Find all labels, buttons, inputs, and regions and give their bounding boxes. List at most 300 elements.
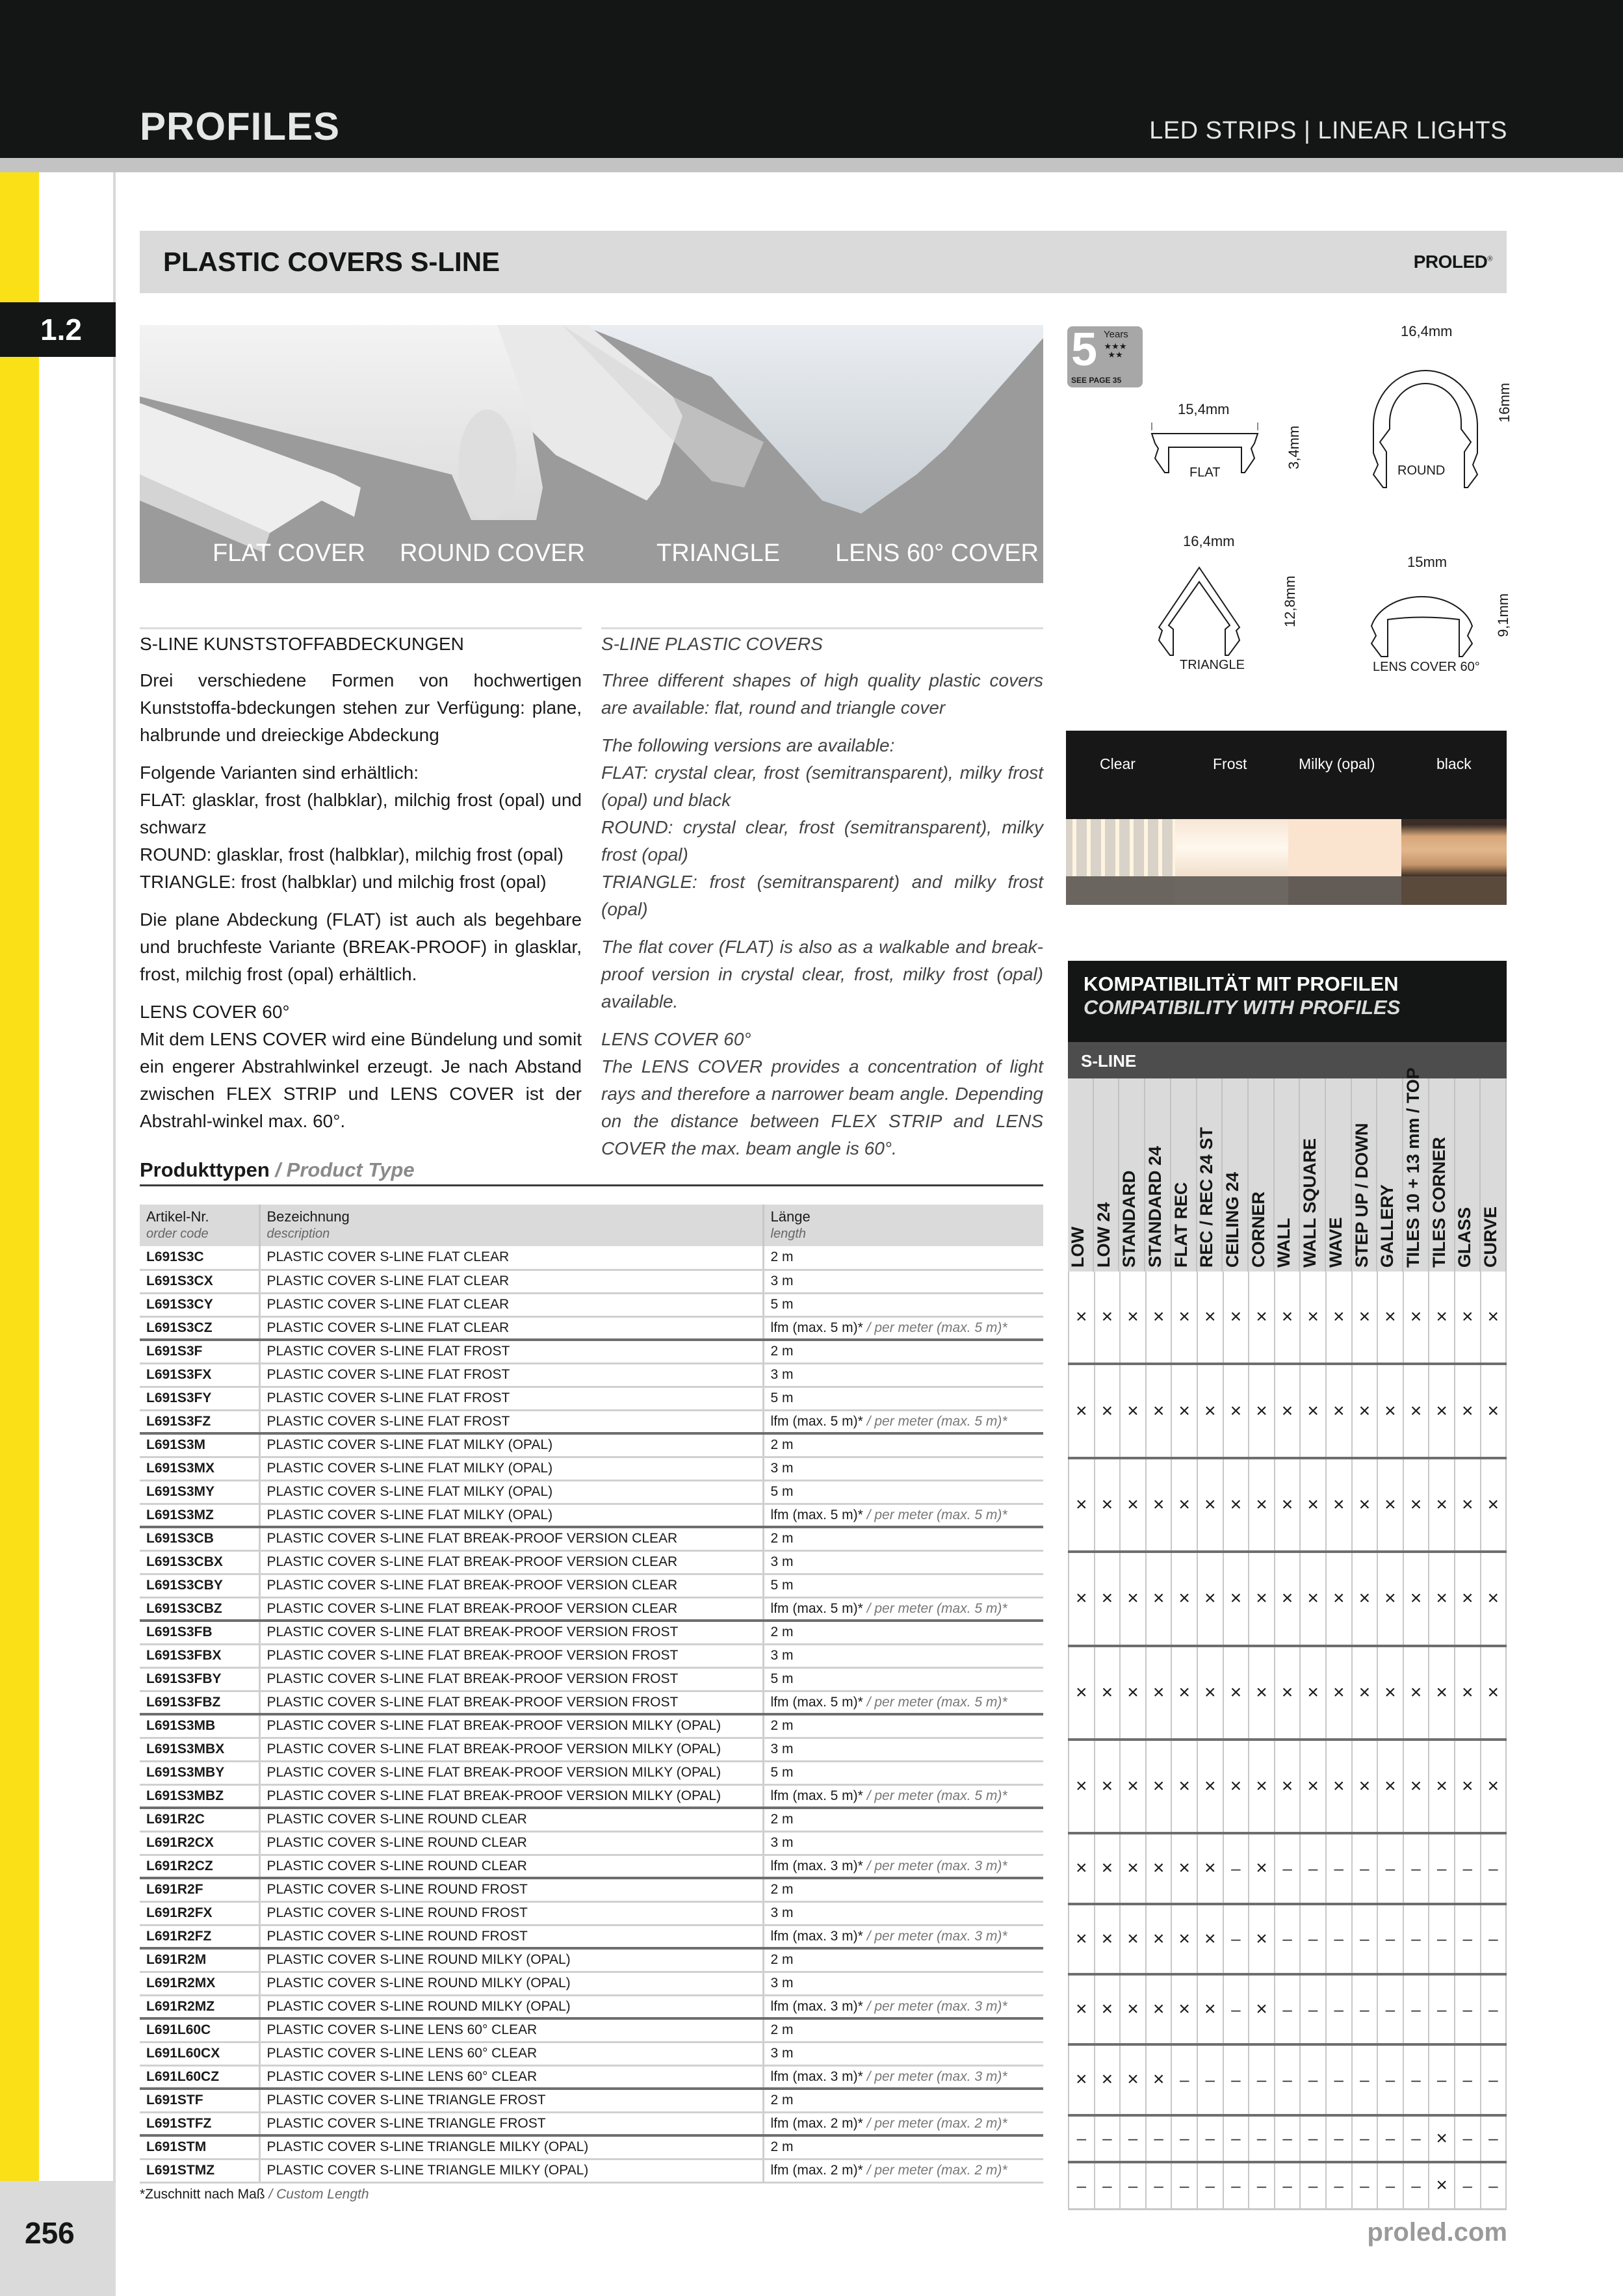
order-code: L691S3CX bbox=[140, 1270, 259, 1293]
compat-group-row bbox=[1068, 2046, 1507, 2116]
table-row bbox=[140, 2112, 1043, 2135]
reflection bbox=[1175, 876, 1288, 905]
german-variants-triangle: TRIANGLE: frost (halbklar) und milchig frost (opal) bbox=[140, 872, 547, 892]
description: PLASTIC COVER S-LINE FLAT BREAK-PROOF VERSION MILKY (OPAL) bbox=[259, 1784, 763, 1808]
compat-column-label: TILES 10 + 13 mm / TOP bbox=[1403, 1067, 1423, 1268]
compat-column-header bbox=[1429, 1078, 1455, 1272]
order-code: L691S3C bbox=[140, 1246, 259, 1270]
compatible-mark-icon: × bbox=[1095, 1976, 1121, 2043]
compatible-mark-icon: × bbox=[1121, 1905, 1147, 1973]
table-row bbox=[140, 1340, 1043, 1363]
section-header bbox=[140, 231, 1507, 293]
not-compatible-dash-icon: – bbox=[1249, 2046, 1275, 2113]
table-row bbox=[140, 1410, 1043, 1433]
english-intro: Three different shapes of high quality plastic covers are available: flat, round and triangle cover bbox=[601, 670, 1043, 718]
not-compatible-dash-icon: – bbox=[1455, 2117, 1481, 2161]
compat-column-label: GALLERY bbox=[1377, 1184, 1397, 1268]
order-code: L691R2C bbox=[140, 1808, 259, 1831]
milky-sample bbox=[1288, 819, 1401, 876]
description-german bbox=[140, 627, 582, 1135]
length-de: 5 m bbox=[770, 1484, 794, 1499]
not-compatible-dash-icon: – bbox=[1455, 1834, 1481, 1902]
lens-width-dim: 15mm bbox=[1407, 554, 1448, 570]
length-de: 3 m bbox=[770, 1367, 794, 1382]
length-en: / per meter (max. 2 m)* bbox=[863, 2115, 1007, 2131]
not-compatible-dash-icon: – bbox=[1068, 2117, 1095, 2161]
compatible-mark-icon: × bbox=[1249, 1647, 1275, 1738]
not-compatible-dash-icon: – bbox=[1198, 2117, 1224, 2161]
compatible-mark-icon: × bbox=[1147, 1834, 1173, 1902]
compatible-mark-icon: × bbox=[1172, 1459, 1198, 1550]
description: PLASTIC COVER S-LINE TRIANGLE MILKY (OPAL) bbox=[259, 2159, 763, 2182]
product-table bbox=[140, 1205, 1043, 2184]
description: PLASTIC COVER S-LINE FLAT FROST bbox=[259, 1340, 763, 1363]
compat-group-row bbox=[1068, 1834, 1507, 1905]
order-code: L691S3FY bbox=[140, 1387, 259, 1410]
compatible-mark-icon: × bbox=[1068, 1365, 1095, 1456]
variant-label-clear: Clear bbox=[1100, 755, 1136, 772]
not-compatible-dash-icon: – bbox=[1224, 2163, 1250, 2208]
table-row bbox=[140, 1901, 1043, 1925]
compatibility-table bbox=[1068, 961, 1507, 2210]
description-english bbox=[601, 627, 1043, 1162]
length bbox=[763, 1808, 1043, 1831]
header-en: length bbox=[770, 1227, 806, 1241]
length bbox=[763, 1621, 1043, 1644]
length bbox=[763, 1925, 1043, 1948]
top-banner bbox=[0, 0, 1623, 158]
length bbox=[763, 1738, 1043, 1761]
length bbox=[763, 1667, 1043, 1691]
order-code: L691STM bbox=[140, 2135, 259, 2159]
description: PLASTIC COVER S-LINE FLAT BREAK-PROOF VERSION FROST bbox=[259, 1621, 763, 1644]
order-code: L691L60C bbox=[140, 2018, 259, 2042]
product-photo bbox=[140, 325, 1043, 583]
color-variants-photo bbox=[1066, 731, 1507, 905]
length-de: lfm (max. 3 m)* bbox=[770, 1998, 863, 2014]
compatible-mark-icon: × bbox=[1068, 1976, 1095, 2043]
description: PLASTIC COVER S-LINE ROUND FROST bbox=[259, 1925, 763, 1948]
compatible-mark-icon: × bbox=[1095, 1365, 1121, 1456]
length bbox=[763, 1644, 1043, 1667]
length bbox=[763, 1550, 1043, 1574]
variant-label-milky: Milky (opal) bbox=[1299, 755, 1375, 772]
compat-column-label: CURVE bbox=[1481, 1206, 1501, 1268]
length-de: 3 m bbox=[770, 1461, 794, 1476]
description: PLASTIC COVER S-LINE FLAT FROST bbox=[259, 1387, 763, 1410]
order-code: L691S3CBY bbox=[140, 1574, 259, 1597]
table-row bbox=[140, 1831, 1043, 1855]
compatible-mark-icon: × bbox=[1429, 2117, 1455, 2161]
german-breakproof: Die plane Abdeckung (FLAT) ist auch als begehbare und bruchfeste Variante (BREAK-PROOF) in glasklar, frost, milchig frost (opal) erhältlich. bbox=[140, 909, 582, 984]
english-heading: S-LINE PLASTIC COVERS bbox=[601, 634, 823, 654]
not-compatible-dash-icon: – bbox=[1455, 2046, 1481, 2113]
product-type-de: Produkttypen bbox=[140, 1158, 270, 1181]
compatible-mark-icon: × bbox=[1198, 1647, 1224, 1738]
not-compatible-dash-icon: – bbox=[1147, 2117, 1173, 2161]
reflection bbox=[1066, 876, 1175, 905]
order-code: L691STF bbox=[140, 2089, 259, 2112]
compatible-mark-icon: × bbox=[1147, 1976, 1173, 2043]
length bbox=[763, 1761, 1043, 1784]
compatible-mark-icon: × bbox=[1095, 1459, 1121, 1550]
not-compatible-dash-icon: – bbox=[1275, 2163, 1301, 2208]
footnote-de: *Zuschnitt nach Maß bbox=[140, 2187, 265, 2202]
not-compatible-dash-icon: – bbox=[1327, 2163, 1353, 2208]
length-de: lfm (max. 3 m)* bbox=[770, 2068, 863, 2084]
english-variants-triangle: TRIANGLE: frost (semitransparent) and milky frost (opal) bbox=[601, 872, 1043, 919]
compatible-mark-icon: × bbox=[1481, 1459, 1507, 1550]
table-row bbox=[140, 2042, 1043, 2065]
length-de: lfm (max. 2 m)* bbox=[770, 2115, 863, 2131]
order-code: L691S3FZ bbox=[140, 1410, 259, 1433]
compatible-mark-icon: × bbox=[1353, 1741, 1379, 1832]
compat-group-row bbox=[1068, 1272, 1507, 1365]
description: PLASTIC COVER S-LINE LENS 60° CLEAR bbox=[259, 2065, 763, 2089]
compatible-mark-icon: × bbox=[1198, 1741, 1224, 1832]
length-de: lfm (max. 5 m)* bbox=[770, 1600, 863, 1616]
description: PLASTIC COVER S-LINE FLAT CLEAR bbox=[259, 1246, 763, 1270]
not-compatible-dash-icon: – bbox=[1378, 2117, 1404, 2161]
not-compatible-dash-icon: – bbox=[1301, 2163, 1327, 2208]
table-row bbox=[140, 1948, 1043, 1972]
compat-column-header bbox=[1275, 1078, 1301, 1272]
compatible-mark-icon: × bbox=[1249, 1459, 1275, 1550]
compatible-mark-icon: × bbox=[1147, 2046, 1173, 2113]
not-compatible-dash-icon: – bbox=[1429, 1976, 1455, 2043]
description: PLASTIC COVER S-LINE ROUND CLEAR bbox=[259, 1831, 763, 1855]
compatible-mark-icon: × bbox=[1378, 1647, 1404, 1738]
compat-column-label: WALL bbox=[1274, 1218, 1294, 1268]
compatible-mark-icon: × bbox=[1198, 1272, 1224, 1363]
compatible-mark-icon: × bbox=[1429, 1741, 1455, 1832]
compatible-mark-icon: × bbox=[1147, 1647, 1173, 1738]
compatible-mark-icon: × bbox=[1481, 1365, 1507, 1456]
description: PLASTIC COVER S-LINE FLAT MILKY (OPAL) bbox=[259, 1457, 763, 1480]
table-row bbox=[140, 1550, 1043, 1574]
compatible-mark-icon: × bbox=[1404, 1365, 1430, 1456]
description: PLASTIC COVER S-LINE FLAT BREAK-PROOF VERSION FROST bbox=[259, 1691, 763, 1714]
not-compatible-dash-icon: – bbox=[1275, 1834, 1301, 1902]
order-code: L691R2F bbox=[140, 1878, 259, 1901]
compatible-mark-icon: × bbox=[1147, 1905, 1173, 1973]
compatibility-body bbox=[1068, 1272, 1507, 2210]
compatible-mark-icon: × bbox=[1095, 1647, 1121, 1738]
section-title: PLASTIC COVERS S-LINE bbox=[163, 246, 500, 277]
compatible-mark-icon: × bbox=[1121, 1647, 1147, 1738]
table-row bbox=[140, 1925, 1043, 1948]
description: PLASTIC COVER S-LINE FLAT BREAK-PROOF VERSION CLEAR bbox=[259, 1550, 763, 1574]
photo-label-round: ROUND COVER bbox=[400, 540, 586, 567]
page-title: PROFILES bbox=[140, 105, 341, 148]
compatible-mark-icon: × bbox=[1481, 1272, 1507, 1363]
length bbox=[763, 1293, 1043, 1316]
column-length bbox=[763, 1205, 1043, 1246]
order-code: L691S3FBZ bbox=[140, 1691, 259, 1714]
table-row bbox=[140, 1574, 1043, 1597]
compatible-mark-icon: × bbox=[1198, 1459, 1224, 1550]
compatible-mark-icon: × bbox=[1275, 1647, 1301, 1738]
length-de: 5 m bbox=[770, 1297, 794, 1312]
round-height-dim: 16mm bbox=[1496, 382, 1513, 423]
compatible-mark-icon: × bbox=[1224, 1647, 1250, 1738]
compatible-mark-icon: × bbox=[1301, 1647, 1327, 1738]
compatible-mark-icon: × bbox=[1121, 1272, 1147, 1363]
compatible-mark-icon: × bbox=[1455, 1272, 1481, 1363]
not-compatible-dash-icon: – bbox=[1068, 2163, 1095, 2208]
black-sample bbox=[1401, 819, 1507, 876]
order-code: L691S3F bbox=[140, 1340, 259, 1363]
not-compatible-dash-icon: – bbox=[1301, 1834, 1327, 1902]
compatibility-header bbox=[1068, 961, 1507, 1042]
not-compatible-dash-icon: – bbox=[1172, 2046, 1198, 2113]
compatible-mark-icon: × bbox=[1068, 1834, 1095, 1902]
description: PLASTIC COVER S-LINE FLAT FROST bbox=[259, 1410, 763, 1433]
order-code: L691S3MZ bbox=[140, 1504, 259, 1527]
not-compatible-dash-icon: – bbox=[1224, 1905, 1250, 1973]
footer-url[interactable]: proled.com bbox=[1367, 2218, 1507, 2247]
length bbox=[763, 2018, 1043, 2042]
order-code: L691S3CBX bbox=[140, 1550, 259, 1574]
length bbox=[763, 2065, 1043, 2089]
length bbox=[763, 1527, 1043, 1550]
not-compatible-dash-icon: – bbox=[1481, 2046, 1507, 2113]
length bbox=[763, 1714, 1043, 1738]
not-compatible-dash-icon: – bbox=[1455, 1905, 1481, 1973]
compatible-mark-icon: × bbox=[1249, 1272, 1275, 1363]
compatible-mark-icon: × bbox=[1224, 1365, 1250, 1456]
compatible-mark-icon: × bbox=[1172, 1976, 1198, 2043]
table-row bbox=[140, 1808, 1043, 1831]
order-code: L691S3MY bbox=[140, 1480, 259, 1504]
not-compatible-dash-icon: – bbox=[1275, 1905, 1301, 1973]
table-row bbox=[140, 1597, 1043, 1621]
length-de: 2 m bbox=[770, 2139, 794, 2155]
compat-group-row bbox=[1068, 1647, 1507, 1741]
not-compatible-dash-icon: – bbox=[1172, 2163, 1198, 2208]
compatible-mark-icon: × bbox=[1378, 1365, 1404, 1456]
compatible-mark-icon: × bbox=[1429, 1272, 1455, 1363]
not-compatible-dash-icon: – bbox=[1455, 1976, 1481, 2043]
reflection bbox=[1401, 876, 1507, 905]
length bbox=[763, 1831, 1043, 1855]
compat-group-row bbox=[1068, 1365, 1507, 1459]
length bbox=[763, 1457, 1043, 1480]
not-compatible-dash-icon: – bbox=[1121, 2117, 1147, 2161]
not-compatible-dash-icon: – bbox=[1275, 1976, 1301, 2043]
german-intro: Drei verschiedene Formen von hochwertigen Kunststoffa-bdeckungen stehen zur Verfügung: plane, halbrunde und dreieckige Abdeckung bbox=[140, 670, 582, 745]
not-compatible-dash-icon: – bbox=[1198, 2163, 1224, 2208]
not-compatible-dash-icon: – bbox=[1121, 2163, 1147, 2208]
not-compatible-dash-icon: – bbox=[1327, 1976, 1353, 2043]
order-code: L691S3MBZ bbox=[140, 1784, 259, 1808]
header-de: Artikel-Nr. bbox=[146, 1208, 209, 1225]
compatible-mark-icon: × bbox=[1172, 1905, 1198, 1973]
english-lens-title: LENS COVER 60° bbox=[601, 1029, 751, 1049]
compat-column-label: LOW 24 bbox=[1093, 1202, 1113, 1268]
compatible-mark-icon: × bbox=[1275, 1365, 1301, 1456]
description: PLASTIC COVER S-LINE FLAT BREAK-PROOF VERSION MILKY (OPAL) bbox=[259, 1761, 763, 1784]
compatible-mark-icon: × bbox=[1249, 1905, 1275, 1973]
chapter-color-rail bbox=[0, 172, 39, 2181]
compat-group-row bbox=[1068, 2163, 1507, 2210]
not-compatible-dash-icon: – bbox=[1198, 2046, 1224, 2113]
compatible-mark-icon: × bbox=[1172, 1365, 1198, 1456]
compatible-mark-icon: × bbox=[1198, 1905, 1224, 1973]
compatibility-title-en: COMPATIBILITY WITH PROFILES bbox=[1084, 996, 1401, 1019]
length-de: lfm (max. 3 m)* bbox=[770, 1928, 863, 1944]
photo-label-flat: FLAT COVER bbox=[213, 540, 366, 567]
not-compatible-dash-icon: – bbox=[1327, 2117, 1353, 2161]
compatible-mark-icon: × bbox=[1404, 1272, 1430, 1363]
length-de: 2 m bbox=[770, 1718, 794, 1734]
triangle-profile-drawing bbox=[1157, 566, 1241, 657]
german-lens-title: LENS COVER 60° bbox=[140, 1002, 290, 1022]
length-de: 2 m bbox=[770, 1952, 794, 1968]
not-compatible-dash-icon: – bbox=[1353, 1834, 1379, 1902]
compatible-mark-icon: × bbox=[1224, 1272, 1250, 1363]
compat-group-row bbox=[1068, 1905, 1507, 1976]
not-compatible-dash-icon: – bbox=[1353, 2117, 1379, 2161]
length-de: lfm (max. 2 m)* bbox=[770, 2163, 863, 2178]
german-lens-text: Mit dem LENS COVER wird eine Bündelung und somit ein engerer Abstrahlwinkel erzeugt. Je nach Abstand zwischen FLEX STRIP und LENS COVER ist der Abstrahl-winkel max. 60°. bbox=[140, 1029, 582, 1131]
lens-label: LENS COVER 60° bbox=[1373, 660, 1480, 674]
compatible-mark-icon: × bbox=[1404, 1459, 1430, 1550]
warranty-badge bbox=[1067, 326, 1143, 387]
product-table-body bbox=[140, 1246, 1043, 2182]
length bbox=[763, 1340, 1043, 1363]
chapter-number: 1.2 bbox=[0, 302, 116, 357]
description: PLASTIC COVER S-LINE FLAT CLEAR bbox=[259, 1270, 763, 1293]
not-compatible-dash-icon: – bbox=[1404, 2117, 1430, 2161]
length-de: 3 m bbox=[770, 1648, 794, 1663]
length bbox=[763, 2042, 1043, 2065]
not-compatible-dash-icon: – bbox=[1481, 2117, 1507, 2161]
compatible-mark-icon: × bbox=[1481, 1741, 1507, 1832]
length bbox=[763, 1270, 1043, 1293]
description: PLASTIC COVER S-LINE FLAT BREAK-PROOF VERSION MILKY (OPAL) bbox=[259, 1738, 763, 1761]
compatible-mark-icon: × bbox=[1249, 1553, 1275, 1644]
german-variants bbox=[140, 759, 582, 896]
header-de: Länge bbox=[770, 1208, 811, 1225]
compatible-mark-icon: × bbox=[1301, 1459, 1327, 1550]
not-compatible-dash-icon: – bbox=[1378, 1905, 1404, 1973]
length bbox=[763, 1597, 1043, 1621]
description: PLASTIC COVER S-LINE FLAT MILKY (OPAL) bbox=[259, 1433, 763, 1457]
order-code: L691S3FBX bbox=[140, 1644, 259, 1667]
compatible-mark-icon: × bbox=[1147, 1553, 1173, 1644]
warranty-years-unit: Years bbox=[1104, 329, 1128, 340]
english-variants-flat: FLAT: crystal clear, frost (semitransparent), milky frost (opal) und black bbox=[601, 763, 1043, 810]
compatible-mark-icon: × bbox=[1378, 1272, 1404, 1363]
compatible-mark-icon: × bbox=[1147, 1741, 1173, 1832]
compat-column-header bbox=[1249, 1078, 1275, 1272]
not-compatible-dash-icon: – bbox=[1147, 2163, 1173, 2208]
english-lens bbox=[601, 1026, 1043, 1162]
brand-name: PROLED bbox=[1413, 252, 1488, 272]
german-lens bbox=[140, 998, 582, 1135]
length bbox=[763, 1995, 1043, 2018]
table-row bbox=[140, 1784, 1043, 1808]
table-row bbox=[140, 1972, 1043, 1995]
compatible-mark-icon: × bbox=[1095, 1834, 1121, 1902]
compat-column-label: REC / REC 24 ST bbox=[1197, 1127, 1217, 1268]
order-code: L691S3M bbox=[140, 1433, 259, 1457]
compatible-mark-icon: × bbox=[1455, 1647, 1481, 1738]
length-de: 2 m bbox=[770, 1624, 794, 1640]
table-row bbox=[140, 1691, 1043, 1714]
flat-width-dim: 15,4mm bbox=[1178, 401, 1230, 417]
length bbox=[763, 1246, 1043, 1270]
compatible-mark-icon: × bbox=[1249, 1365, 1275, 1456]
footnote-sep: / bbox=[265, 2187, 277, 2202]
compatible-mark-icon: × bbox=[1275, 1741, 1301, 1832]
compatible-mark-icon: × bbox=[1455, 1365, 1481, 1456]
description: PLASTIC COVER S-LINE ROUND FROST bbox=[259, 1878, 763, 1901]
description: PLASTIC COVER S-LINE ROUND MILKY (OPAL) bbox=[259, 1948, 763, 1972]
compatible-mark-icon: × bbox=[1068, 2046, 1095, 2113]
compatible-mark-icon: × bbox=[1429, 1365, 1455, 1456]
description: PLASTIC COVER S-LINE FLAT BREAK-PROOF VERSION FROST bbox=[259, 1644, 763, 1667]
order-code: L691S3MX bbox=[140, 1457, 259, 1480]
order-code: L691STFZ bbox=[140, 2112, 259, 2135]
order-code: L691S3CBZ bbox=[140, 1597, 259, 1621]
not-compatible-dash-icon: – bbox=[1249, 2163, 1275, 2208]
clear-sample bbox=[1066, 819, 1175, 876]
length-de: 2 m bbox=[770, 2093, 794, 2108]
table-row bbox=[140, 1246, 1043, 1270]
length-de: 3 m bbox=[770, 1905, 794, 1920]
compatible-mark-icon: × bbox=[1068, 1905, 1095, 1973]
compat-group-row bbox=[1068, 1459, 1507, 1553]
table-row bbox=[140, 1504, 1043, 1527]
compat-column-header bbox=[1197, 1078, 1223, 1272]
not-compatible-dash-icon: – bbox=[1301, 2046, 1327, 2113]
description: PLASTIC COVER S-LINE ROUND MILKY (OPAL) bbox=[259, 1972, 763, 1995]
compat-column-label: STANDARD 24 bbox=[1145, 1145, 1165, 1268]
compat-group-row bbox=[1068, 1741, 1507, 1834]
table-row bbox=[140, 1878, 1043, 1901]
length bbox=[763, 1948, 1043, 1972]
header-en: order code bbox=[146, 1227, 209, 1241]
table-row bbox=[140, 2018, 1043, 2042]
length-de: 2 m bbox=[770, 1812, 794, 1827]
not-compatible-dash-icon: – bbox=[1249, 2117, 1275, 2161]
compatible-mark-icon: × bbox=[1121, 1459, 1147, 1550]
compatible-mark-icon: × bbox=[1275, 1459, 1301, 1550]
compatible-mark-icon: × bbox=[1198, 1976, 1224, 2043]
length-en: / per meter (max. 3 m)* bbox=[863, 1998, 1007, 2014]
length bbox=[763, 2159, 1043, 2182]
length-de: 5 m bbox=[770, 1765, 794, 1780]
compatible-mark-icon: × bbox=[1353, 1365, 1379, 1456]
compatible-mark-icon: × bbox=[1249, 1741, 1275, 1832]
compatible-mark-icon: × bbox=[1121, 1365, 1147, 1456]
flat-label: FLAT bbox=[1189, 465, 1221, 480]
table-row bbox=[140, 1644, 1043, 1667]
length-en: / per meter (max. 5 m)* bbox=[863, 1413, 1007, 1429]
not-compatible-dash-icon: – bbox=[1378, 1834, 1404, 1902]
compatible-mark-icon: × bbox=[1429, 2163, 1455, 2208]
page-number: 256 bbox=[25, 2216, 75, 2250]
compatible-mark-icon: × bbox=[1429, 1553, 1455, 1644]
table-row bbox=[140, 1714, 1043, 1738]
description: PLASTIC COVER S-LINE ROUND FROST bbox=[259, 1901, 763, 1925]
description: PLASTIC COVER S-LINE LENS 60° CLEAR bbox=[259, 2018, 763, 2042]
star-icons: ★★★ ★★ bbox=[1104, 341, 1127, 359]
length-en: / per meter (max. 3 m)* bbox=[863, 1858, 1007, 1873]
length-de: 3 m bbox=[770, 1554, 794, 1569]
